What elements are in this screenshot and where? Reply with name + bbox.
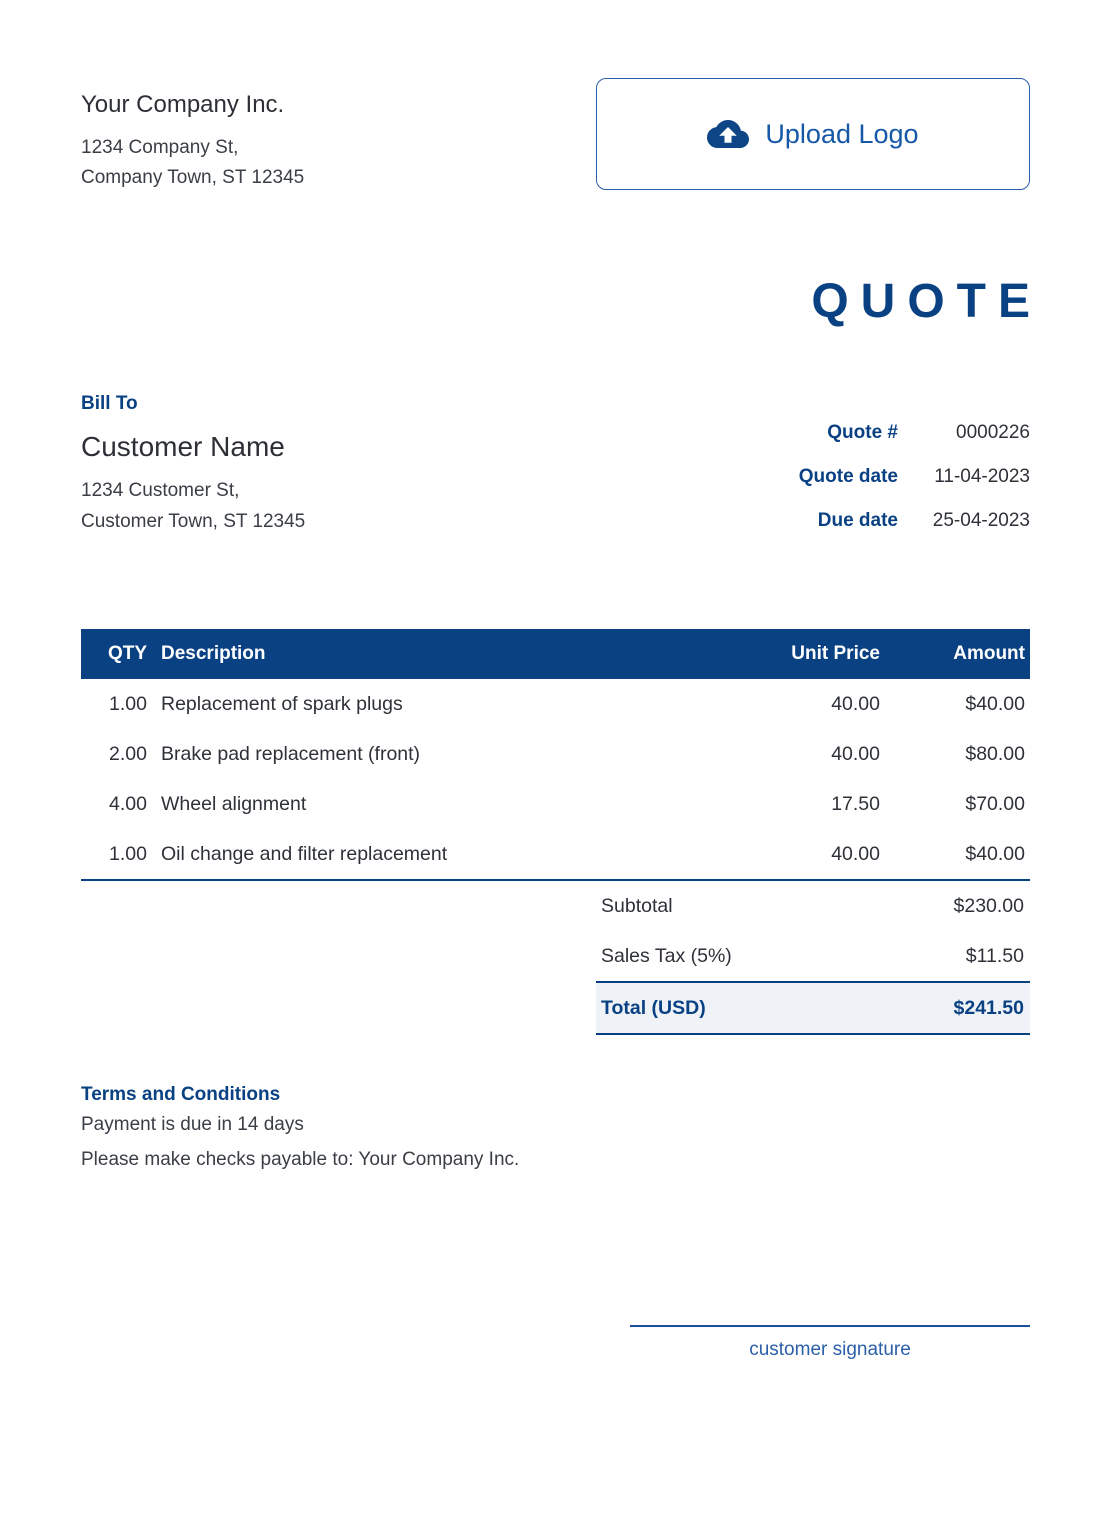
table-row — [81, 829, 1030, 879]
header-amount: Amount — [953, 643, 1025, 664]
document-title: QUOTE — [811, 275, 1042, 328]
upload-logo-label: Upload Logo — [765, 118, 919, 149]
header-qty: QTY — [107, 643, 147, 664]
customer-name: Customer Name — [81, 431, 285, 462]
bill-to-section — [81, 393, 305, 553]
quote-date-value: 11-04-2023 — [934, 466, 1030, 487]
quote-number-label: Quote # — [827, 422, 898, 443]
sales-tax-value: $11.50 — [965, 945, 1024, 967]
upload-logo-button[interactable] — [596, 78, 1030, 190]
cell-unit-price: 40.00 — [831, 742, 880, 765]
header-unit-price: Unit Price — [791, 643, 880, 664]
cell-description: Oil change and filter replacement — [161, 842, 448, 865]
cloud-upload-icon — [707, 113, 749, 155]
header — [81, 78, 1030, 193]
cell-qty: 1.00 — [109, 692, 147, 715]
due-date-value: 25-04-2023 — [932, 510, 1030, 531]
header-description: Description — [161, 643, 266, 664]
table-body — [81, 679, 1030, 881]
sales-tax-row — [596, 931, 1030, 981]
quote-document — [0, 78, 1110, 1361]
table-row — [81, 729, 1030, 779]
subtotal-label: Subtotal — [601, 895, 673, 917]
table-header-row — [81, 629, 1030, 679]
cell-amount: $40.00 — [965, 842, 1025, 865]
customer-address-line1: 1234 Customer St, — [81, 480, 240, 501]
total-label: Total (USD) — [601, 997, 706, 1019]
quote-meta — [690, 421, 1030, 553]
quote-date-row — [690, 465, 1030, 489]
cell-qty: 1.00 — [109, 842, 147, 865]
customer-address — [81, 475, 305, 537]
cell-unit-price: 17.50 — [831, 792, 880, 815]
signature-block — [630, 1325, 1030, 1361]
cell-amount: $70.00 — [965, 792, 1025, 815]
cell-unit-price: 40.00 — [831, 692, 880, 715]
company-address-line1: 1234 Company St, — [81, 137, 239, 158]
total-row — [596, 981, 1030, 1035]
terms-line-2: Please make checks payable to: Your Company Inc. — [81, 1149, 520, 1170]
company-info — [81, 91, 304, 193]
quote-number-value: 0000226 — [956, 422, 1030, 443]
cell-unit-price: 40.00 — [831, 842, 880, 865]
sales-tax-label: Sales Tax (5%) — [601, 945, 732, 967]
items-table — [81, 629, 1030, 881]
cell-description: Wheel alignment — [161, 792, 307, 815]
company-name: Your Company Inc. — [81, 91, 285, 118]
terms-section — [81, 1083, 1030, 1177]
info-section — [81, 393, 1030, 553]
cell-description: Brake pad replacement (front) — [161, 742, 421, 765]
company-address-line2: Company Town, ST 12345 — [81, 167, 305, 188]
terms-heading: Terms and Conditions — [81, 1084, 281, 1105]
total-value: $241.50 — [953, 997, 1024, 1019]
quote-date-label: Quote date — [798, 466, 898, 487]
signature-label: customer signature — [749, 1339, 911, 1360]
terms-line-1: Payment is due in 14 days — [81, 1114, 304, 1135]
cell-qty: 2.00 — [109, 742, 147, 765]
due-date-row — [690, 509, 1030, 533]
cell-description: Replacement of spark plugs — [161, 692, 403, 715]
customer-address-line2: Customer Town, ST 12345 — [81, 511, 306, 532]
quote-number-row — [690, 421, 1030, 445]
company-address — [81, 133, 304, 193]
subtotal-value: $230.00 — [953, 895, 1024, 917]
cell-amount: $40.00 — [965, 692, 1025, 715]
cell-amount: $80.00 — [965, 742, 1025, 765]
totals-section — [596, 881, 1030, 1035]
due-date-label: Due date — [817, 510, 898, 531]
table-row — [81, 779, 1030, 829]
table-row — [81, 679, 1030, 729]
bill-to-heading: Bill To — [81, 393, 138, 414]
subtotal-row — [596, 881, 1030, 931]
cell-qty: 4.00 — [109, 792, 147, 815]
